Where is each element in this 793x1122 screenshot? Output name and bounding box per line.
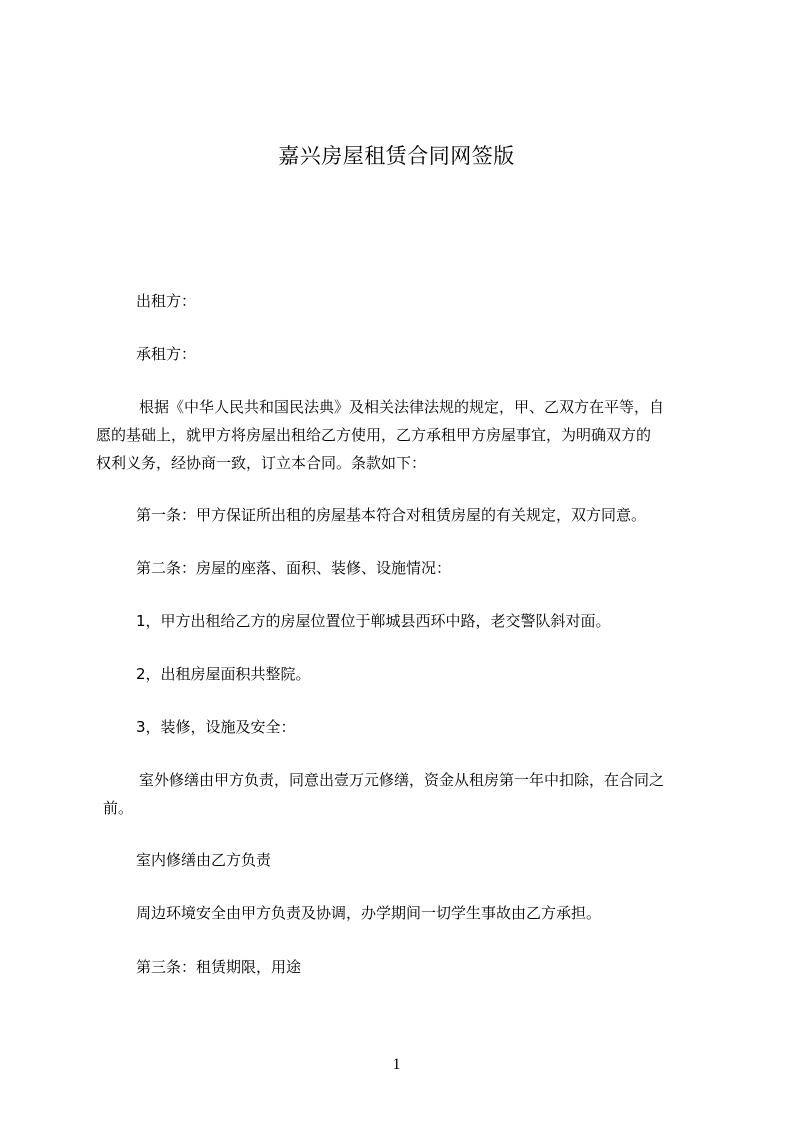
item-1: 1，甲方出租给乙方的房屋位置位于郸城县西环中路，老交警队斜对面。 [136,612,611,630]
interior-line: 室内修缮由乙方负责 [136,851,272,869]
exterior-line-2: 前。 [103,799,134,817]
exterior-line-1: 室外修缮由甲方负责，同意出壹万元修缮，资金从租房第一年中扣除，在合同之 [139,771,665,789]
lessee-line: 承租方： [136,345,197,363]
intro-line-1: 根据《中华人民共和国民法典》及相关法律法规的规定，甲、乙双方在平等，自 [139,398,665,416]
intro-line-3: 权利义务，经协商一致，订立本合同。条款如下： [96,454,427,472]
intro-line-2: 愿的基础上，就甲方将房屋出租给乙方使用，乙方承租甲方房屋事宜，为明确双方的 [96,426,652,444]
item-2: 2，出租房屋面积共整院。 [136,665,311,683]
item-3: 3，装修，设施及安全： [136,718,296,736]
article-3: 第三条：租赁期限，用途 [136,958,302,976]
lessor-line: 出租方： [136,292,197,310]
article-1: 第一条：甲方保证所出租的房屋基本符合对租赁房屋的有关规定，双方同意。 [136,506,647,524]
document-title: 嘉兴房屋租赁合同网签版 [278,144,515,168]
surroundings-line: 周边环境安全由甲方负责及协调，办学期间一切学生事故由乙方承担。 [136,904,602,922]
page-number: 1 [392,1056,401,1073]
article-2: 第二条：房屋的座落、面积、装修、设施情况： [136,559,452,577]
